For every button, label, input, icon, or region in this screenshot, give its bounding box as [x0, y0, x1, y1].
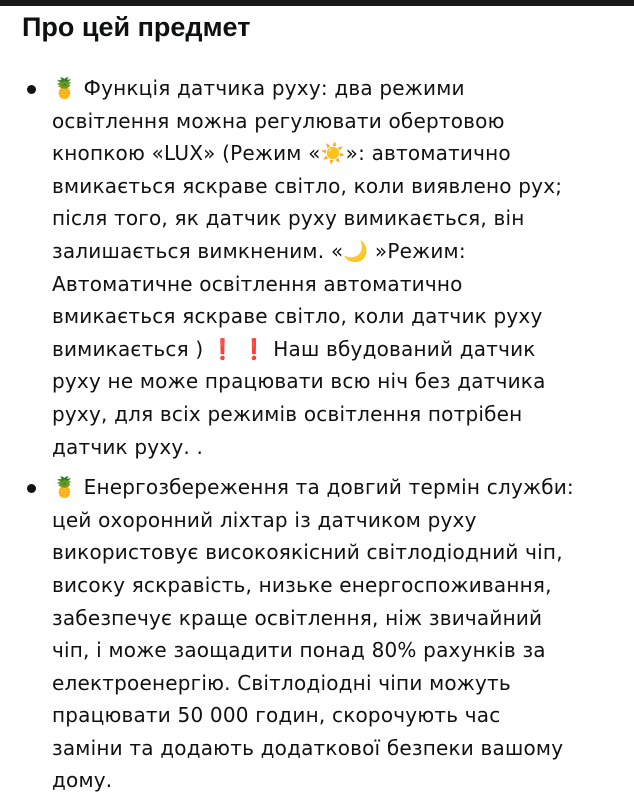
feature-bullet-list — [0, 72, 634, 797]
bullet-line: використовує високоякісний світлодіодний чіп, — [52, 540, 563, 565]
bullet-line: залишається вимкненим. «🌙 »Режим: — [52, 238, 466, 263]
section-title: Про цей предмет — [22, 12, 251, 42]
top-divider-bar — [0, 0, 634, 6]
feature-bullet-motion-sensor — [0, 72, 634, 463]
bullet-line: вмикається яскраве світло, коли виявлено рух; — [52, 173, 563, 198]
bullet-line: 🍍 Функція датчика руху: два режими — [52, 76, 465, 100]
bullet-dot-icon — [27, 85, 36, 94]
feature-bullet-energy-saving — [0, 471, 634, 797]
bullet-line: кнопкою «LUX» (Режим «☀️»: автоматично — [52, 141, 511, 166]
bullet-line: цей охоронний ліхтар із датчиком руху — [52, 507, 477, 532]
bullet-line: освітлення можна регулювати обертовою — [52, 108, 505, 133]
bullet-line: датчик руху. . — [52, 434, 204, 459]
bullet-line: дому. — [52, 768, 113, 793]
bullet-line: заміни та додають додаткової безпеки вашому — [52, 735, 564, 760]
bullet-line: вмикається яскраве світло, коли датчик руху — [52, 304, 543, 329]
bullet-dot-icon — [27, 484, 36, 493]
bullet-line: високу яскравість, низьке енергоспоживання, — [52, 572, 552, 597]
bullet-line: забезпечує краще освітлення, ніж звичайний — [52, 605, 543, 630]
bullet-line: чіп, і може заощадити понад 80% рахунків за — [52, 638, 546, 663]
bullet-line: 🍍 Енергозбереження та довгий термін служби: — [52, 475, 574, 500]
bullet-line: Автоматичне освітлення автоматично — [52, 271, 463, 296]
bullet-line: працювати 50 000 годин, скорочують час — [52, 703, 501, 728]
bullet-line: руху, для всіх режимів освітлення потрібен — [52, 401, 523, 426]
bullet-line: руху не може працювати всю ніч без датчика — [52, 369, 546, 394]
bullet-line: після того, як датчик руху вимикається, він — [52, 206, 525, 231]
bullet-line: електроенергію. Світлодіодні чіпи можуть — [52, 670, 511, 695]
bullet-line: вимикається ) ❗ ❗ Наш вбудований датчик — [52, 336, 536, 361]
